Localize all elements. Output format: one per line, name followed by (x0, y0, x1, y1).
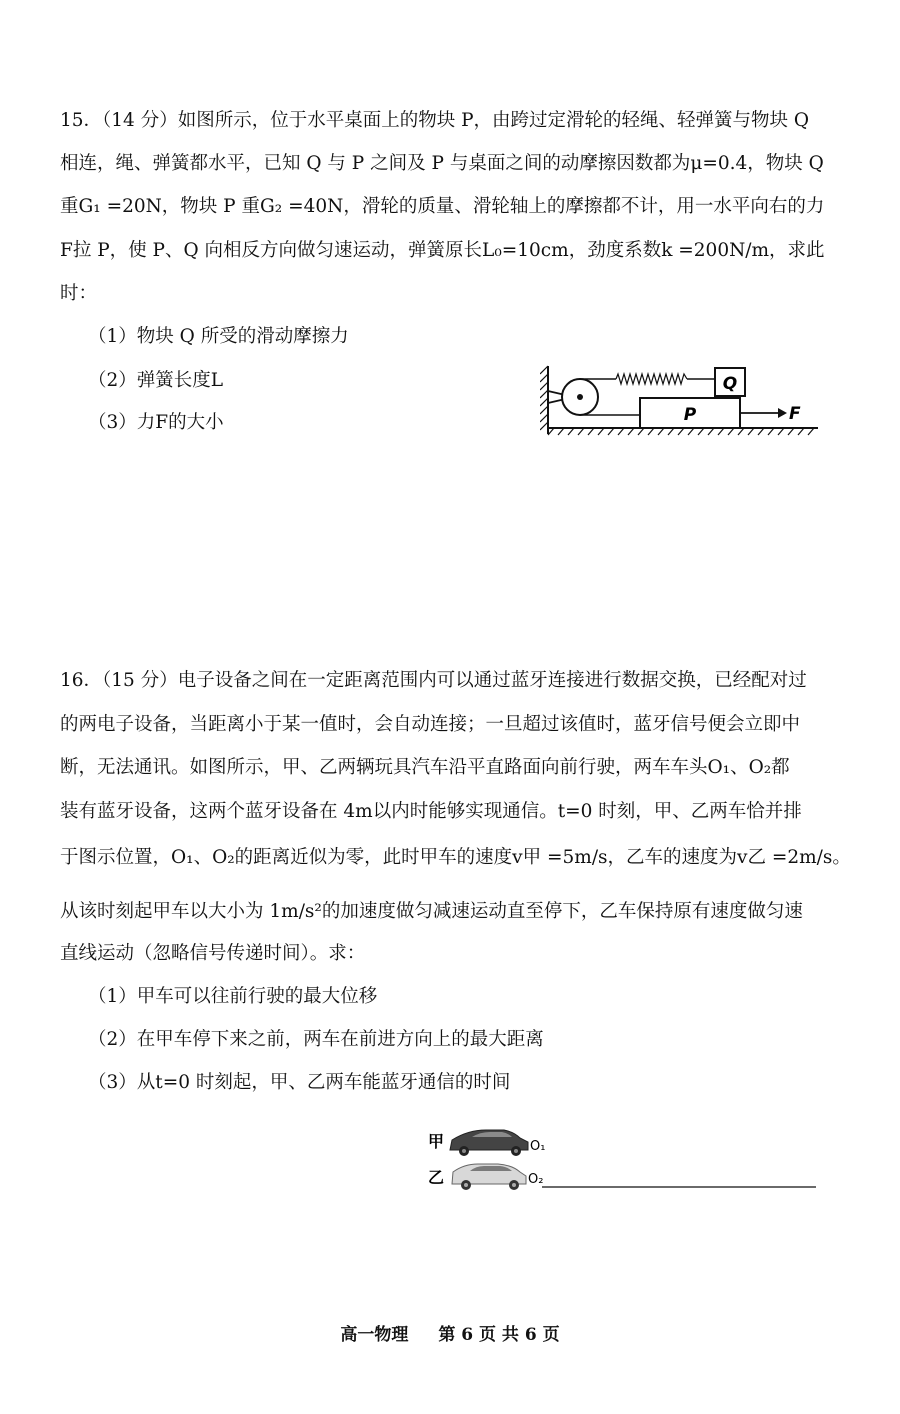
q16-line-2: 的两电子设备，当距离小于某一值时，会自动连接；一旦超过该值时，蓝牙信号便会立即中 (60, 714, 801, 735)
page-footer (0, 1320, 900, 1345)
q15-line-5: 时： (60, 283, 98, 304)
force-arrowhead-icon (778, 408, 787, 418)
car1-label: 甲 (428, 1132, 445, 1151)
q16-figure (420, 1120, 820, 1195)
q15-sub-3: （3）力F的大小 (88, 412, 224, 433)
wall-hatch (540, 366, 548, 430)
car1-icon (450, 1130, 528, 1156)
q15-line-2: 相连，绳、弹簧都水平，已知 Q 与 P 之间及 P 与桌面之间的动摩擦因数都为μ=0.4，物块 Q (60, 153, 824, 174)
q16-line-3: 断，无法通讯。如图所示，甲、乙两辆玩具汽车沿平直路面向前行驶，两车车头O₁、O₂都 (60, 757, 790, 778)
car2-label: 乙 (428, 1168, 445, 1187)
q16-line-5: 于图示位置，O₁、O₂的距离近似为零，此时甲车的速度v甲 =5m/s，乙车的速度为v乙 =2m/s。 (60, 847, 851, 868)
q15-sub-2: （2）弹簧长度L (88, 370, 224, 391)
footer-page-number: 第 6 页 共 6 页 (438, 1325, 560, 1345)
q16-sub-1: （1）甲车可以往前行驶的最大位移 (88, 986, 378, 1007)
q15-figure (540, 362, 825, 442)
q16-line-4: 装有蓝牙设备，这两个蓝牙设备在 4m以内时能够实现通信。t=0 时刻，甲、乙两车恰并排 (60, 801, 802, 822)
q15-line-1: 15．（14 分）如图所示，位于水平桌面上的物块 P，由跨过定滑轮的轻绳、轻弹簧与物块 Q (60, 110, 810, 131)
block-q-label: Q (722, 374, 738, 394)
car1-point: O₁ (530, 1139, 546, 1154)
q16-line-7: 直线运动（忽略信号传递时间）。求： (60, 943, 366, 964)
q15-line-3: 重G₁ =20N，物块 P 重G₂ =40N，滑轮的质量、滑轮轴上的摩擦都不计，用一水平向右的力 (60, 196, 825, 217)
q15-sub-1: （1）物块 Q 所受的滑动摩擦力 (88, 326, 349, 347)
ground-hatch (548, 428, 814, 435)
q16-sub-2: （2）在甲车停下来之前，两车在前进方向上的最大距离 (88, 1029, 544, 1050)
footer-subject: 高一物理 (340, 1325, 409, 1345)
q16-line-6: 从该时刻起甲车以大小为 1m/s²的加速度做匀减速运动直至停下，乙车保持原有速度做匀速 (60, 901, 803, 922)
q16-line-1: 16．（15 分）电子设备之间在一定距离范围内可以通过蓝牙连接进行数据交换，已经配对过 (60, 670, 807, 691)
block-p-label: P (683, 405, 697, 425)
car2-icon (452, 1164, 526, 1190)
force-label: F (789, 404, 801, 424)
pulley-axle (577, 394, 583, 400)
q15-line-4: F拉 P，使 P、Q 向相反方向做匀速运动，弹簧原长L₀=10cm，劲度系数k =200N/m，求此 (60, 240, 825, 261)
q16-sub-3: （3）从t=0 时刻起，甲、乙两车能蓝牙通信的时间 (88, 1072, 511, 1093)
spring-icon (616, 374, 687, 384)
car2-point: O₂ (528, 1172, 544, 1187)
